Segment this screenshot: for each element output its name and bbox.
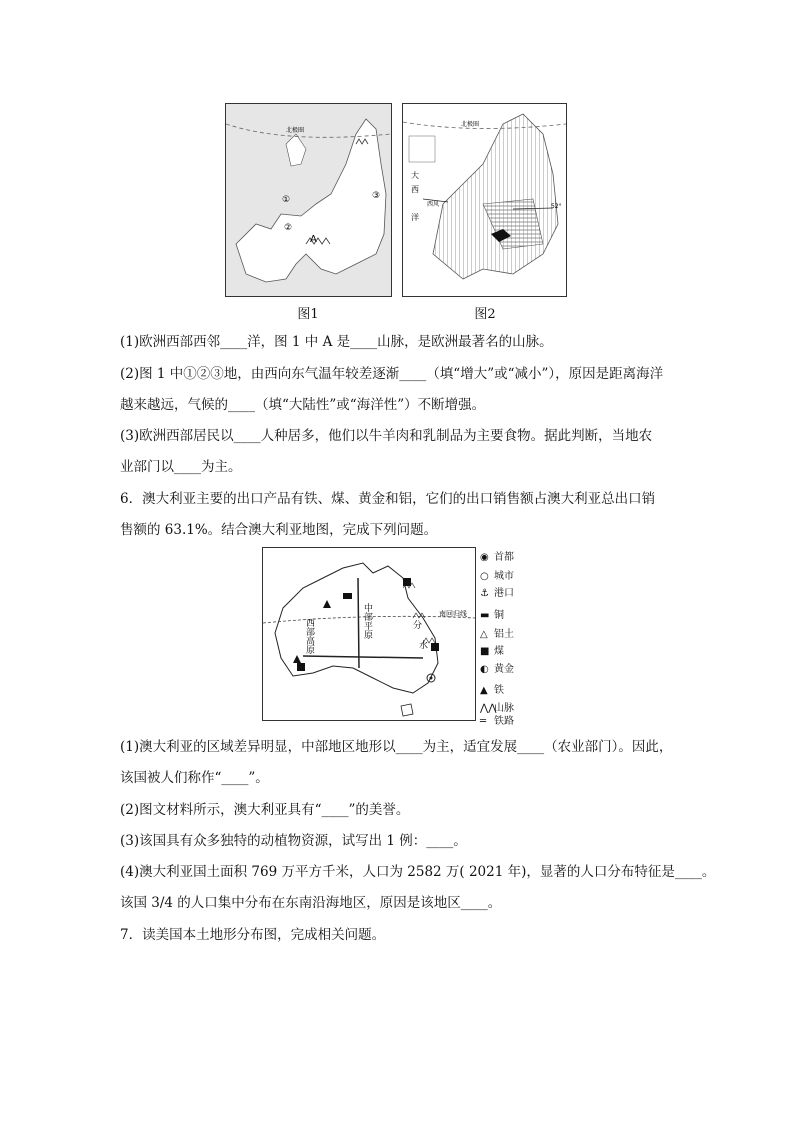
divide-label-2: 水 xyxy=(419,641,429,651)
arctic-label: 北极圈 xyxy=(286,127,305,134)
copper-icon: ▬ xyxy=(480,610,490,621)
atlantic-label-2: 西 xyxy=(411,185,419,194)
legend-item-railway xyxy=(480,712,514,727)
legend-label: 铝土 xyxy=(494,629,514,640)
figure-2-caption: 图2 xyxy=(474,307,496,322)
atlantic-label-1: 大 xyxy=(411,171,419,180)
q6-intro-1: 6．澳大利亚主要的出口产品有铁、煤、黄金和铝，它们的出口销售额占澳大利亚总出口销 xyxy=(120,491,656,507)
arctic-label-2: 北极圈 xyxy=(461,121,480,128)
q6-intro-2: 售额的 63.1%。结合澳大利亚地图，完成下列问题。 xyxy=(120,522,438,538)
legend-item-bauxite xyxy=(480,625,514,640)
europe-map-figure-1 xyxy=(225,103,392,297)
anchor-icon: ⚓ xyxy=(480,588,489,599)
q5-line-1: (1)欧洲西部西邻____洋，图 1 中 A 是____山脉，是欧洲最著名的山脉。 xyxy=(120,334,553,350)
legend-label: 港口 xyxy=(494,588,514,599)
figure-1-caption: 图1 xyxy=(297,307,319,322)
q5-line-4: (3)欧洲西部居民以____人种居多，他们以牛羊肉和乳制品为主要食物。据此判断，当地农 xyxy=(120,428,653,444)
gold-icon: ◐ xyxy=(480,664,489,675)
legend-item-gold xyxy=(480,660,514,675)
australia-map-svg xyxy=(263,548,475,720)
tropic-label: 南回归线 xyxy=(439,610,467,618)
legend-label: 城市 xyxy=(494,571,514,582)
q6-line-2: 该国被人们称作“____”。 xyxy=(120,770,269,786)
city-icon: ○ xyxy=(480,571,489,582)
q5-line-3: 越来越远，气候的____（填“大陆性”或“海洋性”）不断增强。 xyxy=(120,397,486,413)
q6-line-3: (2)图文材料所示，澳大利亚具有“____”的美誉。 xyxy=(120,802,410,818)
coal-icon: ■ xyxy=(480,646,490,657)
point-2-label: ② xyxy=(284,223,293,233)
legend-item-capital xyxy=(480,548,514,563)
q6-line-5: (4)澳大利亚国土面积 769 万平方千米，人口为 2582 万( 2021 年)，显著的人口分布特征是____。 xyxy=(120,864,716,880)
legend-item-iron xyxy=(480,681,504,696)
legend-item-coal xyxy=(480,642,504,657)
q5-line-5: 业部门以____为主。 xyxy=(120,459,242,475)
australia-map xyxy=(262,547,476,721)
legend-label: 铁路 xyxy=(494,716,514,727)
central-plain-label: 中部平原 xyxy=(362,603,372,639)
q7-line-1: 7．读美国本土地形分布图，完成相关问题。 xyxy=(120,927,386,943)
europe-map-2-svg xyxy=(403,104,566,296)
legend-label: 煤 xyxy=(494,646,504,657)
q5-line-2: (2)图 1 中①②③地，由西向东气温年较差逐渐____（填“增大”或“减小”），原因是距离海洋 xyxy=(120,366,664,382)
point-1-label: ① xyxy=(282,195,291,205)
legend-item-city xyxy=(480,567,514,582)
divide-label-1: 分 xyxy=(413,621,423,631)
legend-item-port xyxy=(480,584,514,599)
europe-map-figure-2 xyxy=(402,103,567,297)
iron-icon: ▲ xyxy=(480,685,488,696)
legend-label: 铜 xyxy=(494,610,504,621)
capital-icon: ◉ xyxy=(480,552,489,563)
legend-item-copper xyxy=(480,606,504,621)
latitude-label: 52° xyxy=(551,203,562,210)
q6-line-4: (3)该国具有众多独特的动植物资源，试写出 1 例：____。 xyxy=(120,833,467,849)
west-plateau-label: 西部高原 xyxy=(304,618,314,654)
mountain-icon: ⋀⋀ xyxy=(480,703,497,714)
legend-label: 黄金 xyxy=(494,664,514,675)
westerly-label: 西风 xyxy=(427,201,440,208)
atlantic-label-3: 洋 xyxy=(411,213,419,222)
railway-icon: ═ xyxy=(480,716,487,727)
legend-label: 铁 xyxy=(494,685,504,696)
legend-label: 首都 xyxy=(494,552,514,563)
legend-label: 山脉 xyxy=(494,703,514,714)
q6-line-6: 该国 3/4 的人口集中分布在东南沿海地区，原因是该地区____。 xyxy=(120,895,502,911)
point-3-label: ③ xyxy=(372,191,381,201)
q6-line-1: (1)澳大利亚的区域差异明显，中部地区地形以____为主，适宜发展____（农业部门）。因此， xyxy=(120,739,673,755)
bauxite-icon: △ xyxy=(480,629,488,640)
europe-map-1-svg xyxy=(226,104,391,296)
point-a-label: A xyxy=(310,234,317,245)
